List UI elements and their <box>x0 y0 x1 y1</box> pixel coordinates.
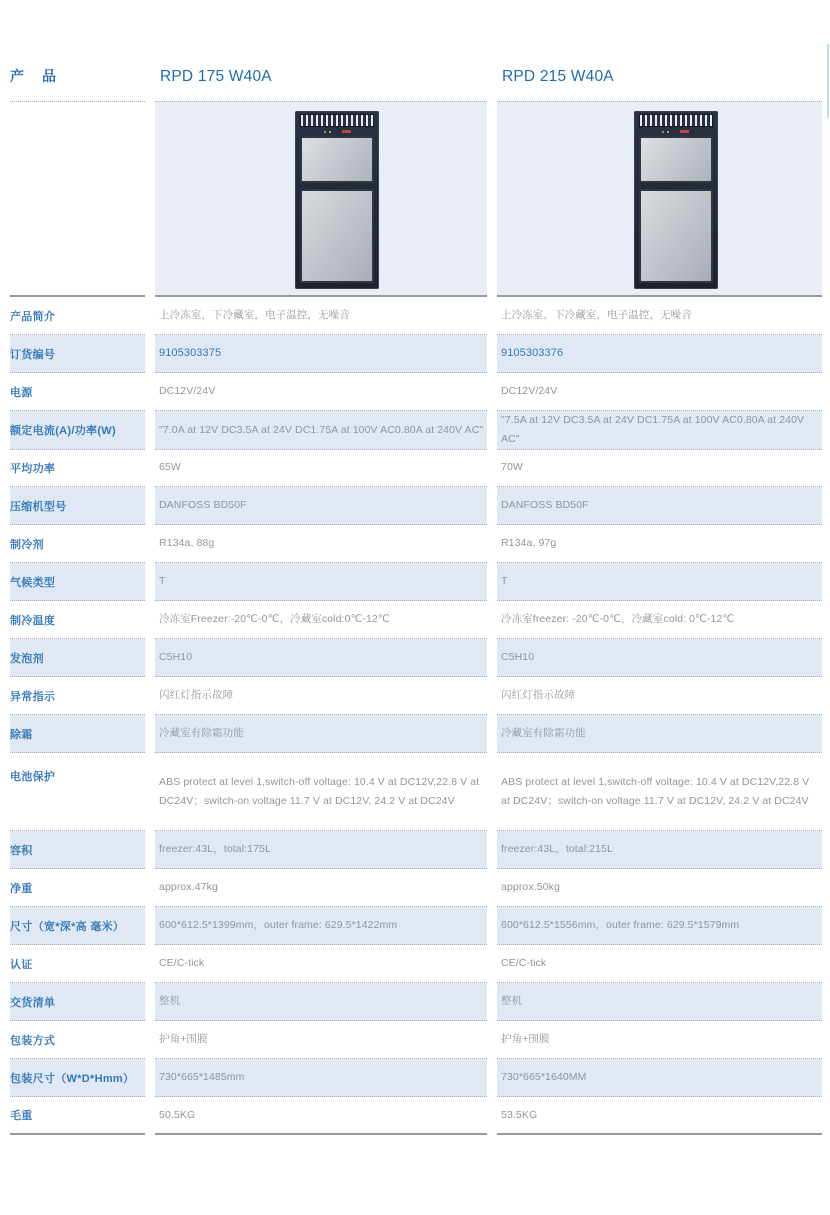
row-label: 容积 <box>10 844 33 857</box>
row-value-product2: 护角+围膜 <box>501 1033 550 1045</box>
row-value-product1: 50.5KG <box>159 1108 196 1121</box>
table-row <box>0 907 830 945</box>
product1-title: RPD 175 W40A <box>160 68 272 85</box>
table-row <box>0 297 830 335</box>
row-value-product2: 53.5KG <box>501 1108 538 1121</box>
brand-badge <box>342 130 351 133</box>
table-row <box>0 1021 830 1059</box>
row-value-product1: 冷冻室Freezer:-20℃-0℃，冷藏室cold:0℃-12℃ <box>159 613 390 625</box>
row-value-product1: 730*665*1485mm <box>159 1071 245 1083</box>
table-row <box>0 869 830 907</box>
row-label: 制冷温度 <box>10 614 56 627</box>
table-row <box>0 945 830 983</box>
row-label: 发泡剂 <box>10 652 44 665</box>
row-value-product1: 整机 <box>159 995 181 1007</box>
row-label: 订货编号 <box>10 348 56 361</box>
row-value-product2: CE/C-tick <box>501 957 547 969</box>
row-value-product2: approx.50kg <box>501 881 560 893</box>
row-label: 毛重 <box>10 1110 33 1122</box>
products-column-label: 产 品 <box>10 68 58 84</box>
row-label: 净重 <box>10 882 33 895</box>
fridge-vent-grille <box>639 114 713 127</box>
row-value-product2: 9105303376 <box>501 347 564 359</box>
table-row <box>0 449 830 487</box>
table-row <box>0 753 830 831</box>
table-row <box>0 677 830 715</box>
row-label: 气候类型 <box>10 576 56 589</box>
brand-badge <box>680 130 689 133</box>
table-row <box>0 601 830 639</box>
row-value-product1: CE/C-tick <box>159 957 205 969</box>
row-label: 产品简介 <box>10 310 56 323</box>
led-indicator-icon <box>667 131 669 133</box>
row-value-product2: T <box>501 575 508 587</box>
row-label: 电源 <box>10 386 33 399</box>
row-label: 电池保护 <box>10 771 56 783</box>
row-value-product1: approx.47kg <box>159 881 218 893</box>
row-label: 额定电流(A)/功率(W) <box>10 425 116 437</box>
row-label: 异常指示 <box>10 690 56 703</box>
table-row <box>0 525 830 563</box>
table-row <box>0 373 830 411</box>
table-row <box>0 487 830 525</box>
row-value-product2: R134a, 97g <box>501 537 557 549</box>
freezer-door <box>300 136 374 183</box>
page-edge-line <box>827 44 829 118</box>
row-value-product2: 730*665*1640MM <box>501 1071 587 1083</box>
product2-image-cell <box>497 101 822 297</box>
table-row <box>0 831 830 869</box>
table-header <box>0 0 830 101</box>
row-value-product2: 70W <box>501 461 523 473</box>
led-indicator-icon <box>329 131 331 133</box>
row-value-product2: 冷藏室有除霜功能 <box>501 727 586 739</box>
led-indicator-icon <box>324 131 326 133</box>
product2-title: RPD 215 W40A <box>502 68 614 85</box>
image-row-label-spacer <box>10 101 145 297</box>
row-label: 包装尺寸（W*D*Hmm） <box>10 1072 135 1085</box>
row-value-product1: 上冷冻室，下冷藏室，电子温控，无噪音 <box>159 309 350 321</box>
table-row <box>0 563 830 601</box>
fridge-door <box>300 189 374 283</box>
row-value-product2: C5H10 <box>501 651 535 663</box>
row-value-product1: 600*612.5*1399mm，outer frame: 629.5*1422mm <box>159 919 398 931</box>
product1-image-cell <box>155 101 487 297</box>
row-value-product2: freezer:43L，total:215L <box>501 843 613 855</box>
product-image-row <box>0 101 830 297</box>
row-value-product1: ABS protect at level 1,switch-off voltage: 10.4 V at DC12V,22.8 V at DC24V；switch-on voltage 11.7 V at DC12V, 24.2 V at DC24V <box>159 775 480 807</box>
row-value-product2: 上冷冻室，下冷藏室，电子温控，无噪音 <box>501 309 692 321</box>
row-label: 交货清单 <box>10 996 56 1009</box>
table-row <box>0 411 830 449</box>
row-label: 除霜 <box>10 728 33 741</box>
led-indicator-icon <box>662 131 664 133</box>
row-value-product2: 600*612.5*1556mm，outer frame: 629.5*1579mm <box>501 919 740 931</box>
fridge-control-panel <box>300 127 374 136</box>
row-value-product1: T <box>159 575 166 587</box>
fridge-image-2 <box>634 111 718 289</box>
table-row <box>0 715 830 753</box>
row-value-product1: 冷藏室有除霜功能 <box>159 727 244 739</box>
row-value-product1: 闪红灯指示故障 <box>159 689 234 701</box>
row-value-product1: 护角+围膜 <box>159 1033 208 1045</box>
row-value-product1: C5H10 <box>159 651 193 663</box>
table-row <box>0 1097 830 1135</box>
row-label: 平均功率 <box>10 462 56 475</box>
row-value-product1: R134a, 88g <box>159 537 215 549</box>
row-value-product1: 65W <box>159 461 181 473</box>
row-value-product1: DANFOSS BD50F <box>159 499 247 511</box>
fridge-control-panel <box>639 127 713 136</box>
row-value-product2: 冷冻室freezer: -20℃-0℃，冷藏室cold: 0℃-12℃ <box>501 613 735 625</box>
row-value-product2: 闪红灯指示故障 <box>501 689 576 701</box>
row-value-product1: DC12V/24V <box>159 385 216 397</box>
row-value-product1: "7.0A at 12V DC3.5A at 24V DC1.75A at 100V AC0.80A at 240V AC" <box>159 423 484 436</box>
row-value-product2: "7.5A at 12V DC3.5A at 24V DC1.75A at 100V AC0.80A at 240V AC" <box>501 414 805 445</box>
table-row <box>0 983 830 1021</box>
freezer-door <box>639 136 713 183</box>
row-value-product2: 整机 <box>501 995 523 1007</box>
row-label: 认证 <box>10 958 33 971</box>
table-row <box>0 335 830 373</box>
table-row <box>0 639 830 677</box>
row-value-product1: 9105303375 <box>159 347 222 359</box>
fridge-vent-grille <box>300 114 374 127</box>
row-label: 压缩机型号 <box>10 500 67 513</box>
table-row <box>0 1059 830 1097</box>
row-value-product2: ABS protect at level 1,switch-off voltage: 10.4 V at DC12V,22.8 V at DC24V；switch-on voltage 11.7 V at DC12V, 24.2 V at DC24V <box>501 775 810 807</box>
row-value-product2: DC12V/24V <box>501 385 558 397</box>
row-label: 尺寸（宽*深*高 毫米） <box>10 920 125 933</box>
row-value-product1: freezer:43L，total:175L <box>159 843 271 855</box>
spec-rows <box>0 297 830 1135</box>
row-label: 制冷剂 <box>10 538 44 551</box>
row-label: 包装方式 <box>10 1034 56 1047</box>
fridge-image-1 <box>295 111 379 289</box>
row-value-product2: DANFOSS BD50F <box>501 499 589 511</box>
fridge-door <box>639 189 713 283</box>
